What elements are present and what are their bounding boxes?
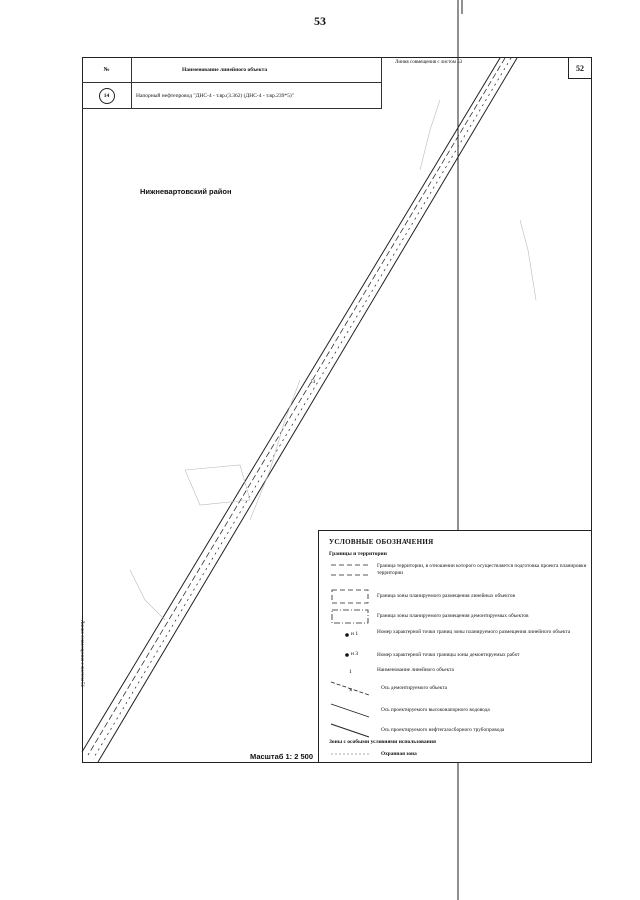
point-label: н 1 xyxy=(351,631,359,637)
legend-section-boundaries: Границы и территории xyxy=(329,551,387,557)
pipeline-axis-icon xyxy=(329,721,371,741)
legend-item xyxy=(329,679,589,699)
waterline-axis-icon xyxy=(329,701,371,721)
legend-item-text: Граница территории, в отношении которого осуществляется подготовка проекта планировки территории xyxy=(377,563,587,576)
object-table xyxy=(82,57,382,109)
legend-item xyxy=(329,561,589,581)
dash-dot-box-icon xyxy=(329,607,371,627)
legend-item-text: Граница зоны планируемого размещения демонтируемых объектов xyxy=(377,613,529,619)
protection-zone-icon xyxy=(329,747,371,761)
item-number: 14 xyxy=(99,88,115,104)
legend-item xyxy=(329,721,589,741)
scale-label: Масштаб 1: 2 500 xyxy=(250,752,314,761)
district-label: Нижневартовский район xyxy=(140,187,232,196)
legend-item xyxy=(329,607,589,627)
legend-item xyxy=(329,701,589,721)
legend-item-text: Ось демонтируемого объекта xyxy=(381,685,448,691)
col-name-header: Наименование линейного объекта xyxy=(182,67,268,73)
object-table-header xyxy=(82,57,382,83)
legend-item-text: Граница зоны планируемого размещения линейных объектов xyxy=(377,593,515,599)
line-number-label: 14 xyxy=(310,380,315,385)
legend-section-zones: Зоны с особыми условиями использования xyxy=(329,739,436,745)
legend xyxy=(318,530,592,763)
legend-item-text: Охранная зона xyxy=(381,751,417,757)
line-name-label: 1 xyxy=(349,669,352,675)
legend-item-text: Наименование линейного объекта xyxy=(377,667,454,673)
object-table-row xyxy=(82,83,382,109)
point-marker-icon xyxy=(329,627,371,647)
item-name: Напорный нефтепровод "ДНС-4 - т.вр.(3.362) (ДНС-4 - т.вр.239*5)" xyxy=(136,93,294,99)
legend-item-text: Ось проектируемого нефтегазосборного трубопровода xyxy=(381,727,505,733)
legend-item-text: Номер характерной точки границ зоны планируемого размещения линейного объекта xyxy=(377,629,571,635)
adjacent-sheet-number: 52 xyxy=(568,57,592,79)
page-number: 53 xyxy=(314,14,326,28)
svg-text:×: × xyxy=(349,688,353,694)
legend-item-text: Номер характерной точки границы зоны демонтируемых работ xyxy=(377,652,520,658)
legend-title: УСЛОВНЫЕ ОБОЗНАЧЕНИЯ xyxy=(329,538,434,546)
sheet-join-note-left: Линия совмещения с листом 51 xyxy=(79,620,84,688)
dashed-boundary-icon xyxy=(329,561,371,581)
legend-item-text: Ось проектируемого высоконапорного водовода xyxy=(381,707,490,713)
legend-item xyxy=(329,627,589,647)
legend-item xyxy=(329,587,589,607)
item-number-cell xyxy=(82,83,132,109)
col-num-header: № xyxy=(82,57,132,83)
dashed-box-icon xyxy=(329,587,371,607)
point-label: н 3 xyxy=(351,651,359,657)
demount-axis-icon xyxy=(329,679,371,699)
legend-item xyxy=(329,747,589,761)
sheet-join-note-top: Линия совмещения с листом 53 xyxy=(395,60,463,65)
